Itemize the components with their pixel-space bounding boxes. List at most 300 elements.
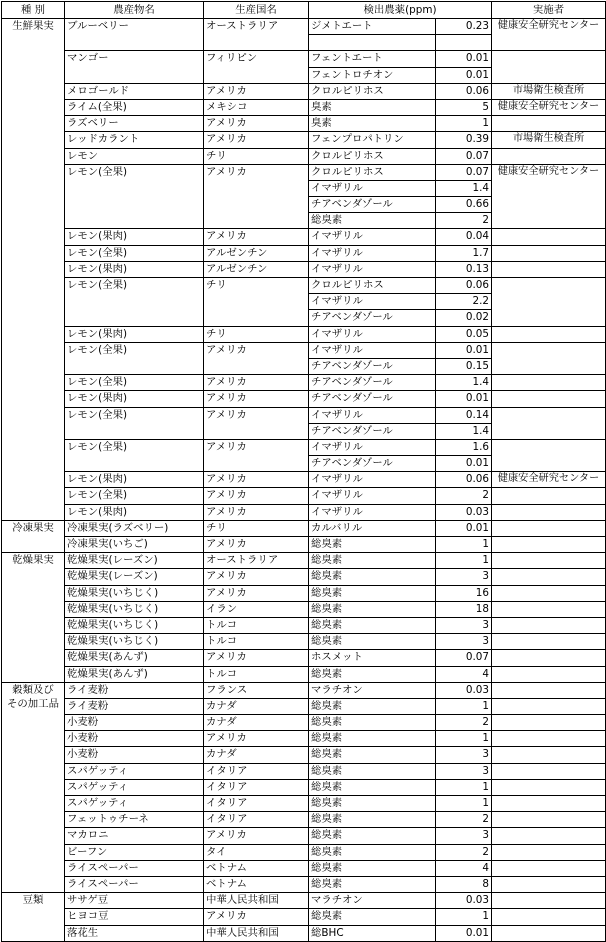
pesticide-name: 総臭素 (309, 909, 436, 925)
category-label: 生鮮果実 (2, 19, 65, 521)
organization (492, 617, 606, 633)
product-name: 乾燥果実(いちじく) (65, 585, 204, 601)
organization: 健康安全研究センター (492, 472, 606, 488)
pesticide-ppm: 5 (436, 99, 492, 115)
product-name: 乾燥果実(あんず) (65, 650, 204, 666)
pesticide-ppm: 1 (436, 731, 492, 747)
organization (492, 537, 606, 553)
pesticide-ppm: 0.05 (436, 326, 492, 342)
product-name: レモン(全果) (65, 439, 204, 471)
pesticide-name: 総臭素 (309, 876, 436, 892)
pesticide-ppm: 1 (436, 698, 492, 714)
country-name: トルコ (204, 634, 309, 650)
table-row (2, 634, 606, 650)
pesticide-name: イマザリル (309, 472, 436, 488)
pesticide-ppm: 0.66 (436, 197, 492, 213)
country-name: カナダ (204, 747, 309, 763)
pesticide-name: カルバリル (309, 520, 436, 536)
pesticide-ppm: 1.7 (436, 245, 492, 261)
pesticide-name: チアベンダゾール (309, 391, 436, 407)
organization (492, 893, 606, 909)
organization (492, 876, 606, 892)
pesticide-ppm: 1.4 (436, 180, 492, 196)
product-name: ライ麦粉 (65, 682, 204, 698)
table-row (2, 763, 606, 779)
product-name: マンゴー (65, 51, 204, 83)
header-category: 種 別 (2, 2, 65, 19)
table-row (2, 537, 606, 553)
pesticide-ppm: 1 (436, 116, 492, 132)
table-row (2, 796, 606, 812)
organization: 市場衛生検査所 (492, 132, 606, 148)
product-name: レモン(全果) (65, 488, 204, 504)
organization (492, 585, 606, 601)
country-name: オーストラリア (204, 553, 309, 569)
country-name: 中華人民共和国 (204, 893, 309, 909)
table-row (2, 569, 606, 585)
organization: 健康安全研究センター (492, 99, 606, 115)
organization (492, 407, 606, 439)
pesticide-ppm: 0.23 (436, 19, 492, 35)
table-row (2, 909, 606, 925)
table-row (2, 731, 606, 747)
header-row (2, 2, 606, 19)
pesticide-name: 総臭素 (309, 601, 436, 617)
product-name: レモン(全果) (65, 407, 204, 439)
product-name: ササゲ豆 (65, 893, 204, 909)
table-row (2, 893, 606, 909)
pesticide-ppm: 0.07 (436, 650, 492, 666)
pesticide-name: 総臭素 (309, 634, 436, 650)
organization (492, 342, 606, 374)
pesticide-name: イマザリル (309, 439, 436, 455)
pesticide-ppm: 0.03 (436, 504, 492, 520)
table-body (2, 19, 606, 942)
table-row (2, 391, 606, 407)
table-row (2, 342, 606, 358)
pesticide-ppm: 4 (436, 666, 492, 682)
country-name: アメリカ (204, 504, 309, 520)
country-name: アメリカ (204, 439, 309, 471)
table-row (2, 148, 606, 164)
pesticide-ppm: 0.07 (436, 148, 492, 164)
country-name: アメリカ (204, 407, 309, 439)
organization (492, 116, 606, 132)
pesticide-name: 臭素 (309, 116, 436, 132)
pesticide-ppm (436, 35, 492, 51)
pesticide-name: 総臭素 (309, 796, 436, 812)
pesticide-name: 総臭素 (309, 812, 436, 828)
pesticide-ppm: 0.14 (436, 407, 492, 423)
table-row (2, 375, 606, 391)
table-row (2, 245, 606, 261)
pesticide-ppm: 0.01 (436, 925, 492, 941)
table-row (2, 828, 606, 844)
organization (492, 860, 606, 876)
country-name: イタリア (204, 796, 309, 812)
pesticide-ppm: 0.03 (436, 682, 492, 698)
table-row (2, 261, 606, 277)
table-row (2, 164, 606, 180)
pesticide-ppm: 3 (436, 747, 492, 763)
table-row (2, 407, 606, 423)
table-row (2, 585, 606, 601)
pesticide-results-table (1, 1, 606, 942)
organization (492, 278, 606, 327)
country-name: アメリカ (204, 375, 309, 391)
organization (492, 601, 606, 617)
pesticide-ppm: 1.4 (436, 423, 492, 439)
country-name: チリ (204, 520, 309, 536)
country-name: イタリア (204, 812, 309, 828)
pesticide-name: 臭素 (309, 99, 436, 115)
product-name: レモン(全果) (65, 342, 204, 374)
product-name: レモン(果肉) (65, 472, 204, 488)
table-row (2, 504, 606, 520)
pesticide-name: イマザリル (309, 294, 436, 310)
pesticide-name: 総臭素 (309, 698, 436, 714)
table-row (2, 844, 606, 860)
organization (492, 634, 606, 650)
country-name: アメリカ (204, 650, 309, 666)
product-name: レモン(全果) (65, 278, 204, 327)
product-name: レモン(全果) (65, 245, 204, 261)
header-organization: 実施者 (492, 2, 606, 19)
organization (492, 666, 606, 682)
pesticide-name: イマザリル (309, 342, 436, 358)
pesticide-ppm: 3 (436, 634, 492, 650)
product-name: ライ麦粉 (65, 698, 204, 714)
pesticide-ppm: 0.01 (436, 391, 492, 407)
pesticide-name: 総臭素 (309, 617, 436, 633)
header-product: 農産物名 (65, 2, 204, 19)
product-name: 小麦粉 (65, 715, 204, 731)
product-name: ブルーベリー (65, 19, 204, 51)
table-row (2, 19, 606, 35)
pesticide-ppm: 2 (436, 844, 492, 860)
pesticide-name: 総臭素 (309, 585, 436, 601)
organization (492, 779, 606, 795)
pesticide-ppm: 1 (436, 537, 492, 553)
country-name: イタリア (204, 763, 309, 779)
organization (492, 828, 606, 844)
pesticide-ppm: 0.01 (436, 520, 492, 536)
country-name: アメリカ (204, 731, 309, 747)
organization (492, 682, 606, 698)
pesticide-name: 総臭素 (309, 666, 436, 682)
pesticide-name: イマザリル (309, 261, 436, 277)
category-label: 穀類及び その加工品 (2, 682, 65, 892)
product-name: レモン(全果) (65, 375, 204, 391)
pesticide-ppm: 0.06 (436, 278, 492, 294)
pesticide-name: 総臭素 (309, 715, 436, 731)
organization (492, 812, 606, 828)
organization (492, 553, 606, 569)
country-name: アメリカ (204, 342, 309, 374)
country-name: トルコ (204, 666, 309, 682)
pesticide-name: 総臭素 (309, 569, 436, 585)
pesticide-name: チアベンダゾール (309, 423, 436, 439)
table-row (2, 601, 606, 617)
organization (492, 520, 606, 536)
product-name: 乾燥果実(レーズン) (65, 553, 204, 569)
country-name: イタリア (204, 779, 309, 795)
organization: 健康安全研究センター (492, 19, 606, 51)
category-label: 乾燥果実 (2, 553, 65, 683)
organization (492, 844, 606, 860)
pesticide-name: クロルピリホス (309, 83, 436, 99)
pesticide-ppm: 2 (436, 812, 492, 828)
product-name: 乾燥果実(レーズン) (65, 569, 204, 585)
table-row (2, 876, 606, 892)
pesticide-ppm: 1.4 (436, 375, 492, 391)
organization (492, 488, 606, 504)
country-name: アメリカ (204, 488, 309, 504)
product-name: 冷凍果実(いちご) (65, 537, 204, 553)
pesticide-ppm: 2.2 (436, 294, 492, 310)
organization (492, 650, 606, 666)
organization (492, 391, 606, 407)
pesticide-ppm: 0.02 (436, 310, 492, 326)
table-row (2, 666, 606, 682)
pesticide-ppm: 1 (436, 909, 492, 925)
pesticide-name: チアベンダゾール (309, 456, 436, 472)
pesticide-name: チアベンダゾール (309, 197, 436, 213)
table-row (2, 520, 606, 536)
country-name: ベトナム (204, 860, 309, 876)
country-name: アメリカ (204, 116, 309, 132)
pesticide-ppm: 0.01 (436, 456, 492, 472)
table-row (2, 779, 606, 795)
product-name: スパゲッティ (65, 763, 204, 779)
pesticide-name: ジメトエート (309, 19, 436, 35)
table-row (2, 99, 606, 115)
header-country: 生産国名 (204, 2, 309, 19)
organization (492, 504, 606, 520)
table-row (2, 860, 606, 876)
product-name: レモン(果肉) (65, 391, 204, 407)
country-name: カナダ (204, 698, 309, 714)
table-row (2, 229, 606, 245)
organization (492, 439, 606, 471)
pesticide-name: フェンプロパトリン (309, 132, 436, 148)
pesticide-name: マラチオン (309, 893, 436, 909)
organization (492, 747, 606, 763)
table-row (2, 812, 606, 828)
pesticide-ppm: 1 (436, 553, 492, 569)
country-name: チリ (204, 326, 309, 342)
country-name: アルゼンチン (204, 261, 309, 277)
pesticide-name: 総臭素 (309, 747, 436, 763)
pesticide-name (309, 35, 436, 51)
product-name: 乾燥果実(いちじく) (65, 601, 204, 617)
country-name: メキシコ (204, 99, 309, 115)
pesticide-ppm: 0.01 (436, 67, 492, 83)
pesticide-ppm: 0.01 (436, 342, 492, 358)
country-name: アメリカ (204, 164, 309, 229)
table-row (2, 682, 606, 698)
pesticide-ppm: 0.13 (436, 261, 492, 277)
organization (492, 796, 606, 812)
pesticide-name: 総臭素 (309, 213, 436, 229)
country-name: フィリピン (204, 51, 309, 83)
pesticide-ppm: 0.15 (436, 358, 492, 374)
organization (492, 229, 606, 245)
product-name: レモン(全果) (65, 164, 204, 229)
country-name: イラン (204, 601, 309, 617)
pesticide-ppm: 0.07 (436, 164, 492, 180)
country-name: フランス (204, 682, 309, 698)
product-name: マカロニ (65, 828, 204, 844)
category-label: 冷凍果実 (2, 520, 65, 552)
pesticide-ppm: 3 (436, 763, 492, 779)
country-name: アメリカ (204, 585, 309, 601)
pesticide-ppm: 1 (436, 796, 492, 812)
pesticide-ppm: 2 (436, 488, 492, 504)
table-row (2, 51, 606, 67)
country-name: アメリカ (204, 569, 309, 585)
product-name: レモン (65, 148, 204, 164)
pesticide-ppm: 0.06 (436, 83, 492, 99)
country-name: アメリカ (204, 132, 309, 148)
pesticide-ppm: 0.04 (436, 229, 492, 245)
pesticide-name: フェントロチオン (309, 67, 436, 83)
pesticide-name: 総臭素 (309, 860, 436, 876)
product-name: スパゲッティ (65, 796, 204, 812)
pesticide-name: チアベンダゾール (309, 375, 436, 391)
product-name: レッドカラント (65, 132, 204, 148)
pesticide-name: 総臭素 (309, 553, 436, 569)
country-name: ベトナム (204, 876, 309, 892)
country-name: アメリカ (204, 229, 309, 245)
table-row (2, 132, 606, 148)
organization: 市場衛生検査所 (492, 83, 606, 99)
pesticide-name: チアベンダゾール (309, 358, 436, 374)
table-row (2, 715, 606, 731)
pesticide-name: イマザリル (309, 229, 436, 245)
product-name: ラズベリー (65, 116, 204, 132)
table-row (2, 116, 606, 132)
pesticide-name: 総BHC (309, 925, 436, 941)
country-name: アルゼンチン (204, 245, 309, 261)
organization (492, 51, 606, 83)
pesticide-ppm: 3 (436, 617, 492, 633)
country-name: オーストラリア (204, 19, 309, 51)
pesticide-ppm: 8 (436, 876, 492, 892)
product-name: 小麦粉 (65, 747, 204, 763)
table-row (2, 326, 606, 342)
pesticide-name: クロルピリホス (309, 164, 436, 180)
product-name: 乾燥果実(あんず) (65, 666, 204, 682)
pesticide-name: チアベンダゾール (309, 310, 436, 326)
pesticide-name: クロルピリホス (309, 148, 436, 164)
product-name: メロゴールド (65, 83, 204, 99)
organization (492, 715, 606, 731)
pesticide-name: イマザリル (309, 326, 436, 342)
country-name: アメリカ (204, 391, 309, 407)
pesticide-name: イマザリル (309, 504, 436, 520)
pesticide-name: 総臭素 (309, 537, 436, 553)
organization (492, 698, 606, 714)
product-name: ヒヨコ豆 (65, 909, 204, 925)
country-name: アメリカ (204, 909, 309, 925)
country-name: アメリカ (204, 537, 309, 553)
pesticide-name: ホスメット (309, 650, 436, 666)
product-name: 乾燥果実(いちじく) (65, 617, 204, 633)
product-name: 小麦粉 (65, 731, 204, 747)
product-name: レモン(果肉) (65, 261, 204, 277)
pesticide-ppm: 3 (436, 569, 492, 585)
pesticide-ppm: 16 (436, 585, 492, 601)
pesticide-name: イマザリル (309, 245, 436, 261)
pesticide-ppm: 1 (436, 779, 492, 795)
pesticide-name: クロルピリホス (309, 278, 436, 294)
pesticide-ppm: 3 (436, 828, 492, 844)
pesticide-ppm: 1.6 (436, 439, 492, 455)
table-row (2, 439, 606, 455)
pesticide-name: マラチオン (309, 682, 436, 698)
pesticide-name: フェントエート (309, 51, 436, 67)
product-name: レモン(果肉) (65, 229, 204, 245)
country-name: チリ (204, 278, 309, 327)
category-label: 豆類 (2, 893, 65, 942)
table-row (2, 488, 606, 504)
product-name: 冷凍果実(ラズベリー) (65, 520, 204, 536)
pesticide-ppm: 18 (436, 601, 492, 617)
country-name: アメリカ (204, 83, 309, 99)
table-row (2, 83, 606, 99)
pesticide-name: イマザリル (309, 180, 436, 196)
country-name: カナダ (204, 715, 309, 731)
organization (492, 763, 606, 779)
pesticide-name: 総臭素 (309, 828, 436, 844)
product-name: 乾燥果実(いちじく) (65, 634, 204, 650)
organization (492, 261, 606, 277)
organization (492, 569, 606, 585)
pesticide-ppm: 0.06 (436, 472, 492, 488)
product-name: フェットゥチーネ (65, 812, 204, 828)
pesticide-ppm: 0.01 (436, 51, 492, 67)
organization: 健康安全研究センター (492, 164, 606, 229)
organization (492, 326, 606, 342)
header-pesticide: 検出農薬(ppm) (309, 2, 492, 19)
table-row (2, 472, 606, 488)
product-name: レモン(果肉) (65, 504, 204, 520)
pesticide-ppm: 2 (436, 213, 492, 229)
organization (492, 731, 606, 747)
table-row (2, 617, 606, 633)
pesticide-ppm: 0.39 (436, 132, 492, 148)
country-name: チリ (204, 148, 309, 164)
country-name: アメリカ (204, 828, 309, 844)
table-row (2, 553, 606, 569)
product-name: ライスペーパー (65, 860, 204, 876)
pesticide-name: 総臭素 (309, 763, 436, 779)
pesticide-ppm: 2 (436, 715, 492, 731)
organization (492, 909, 606, 925)
product-name: 落花生 (65, 925, 204, 941)
pesticide-name: 総臭素 (309, 731, 436, 747)
table-row (2, 278, 606, 294)
pesticide-name: 総臭素 (309, 844, 436, 860)
product-name: ライム(全果) (65, 99, 204, 115)
country-name: タイ (204, 844, 309, 860)
country-name: トルコ (204, 617, 309, 633)
country-name: アメリカ (204, 472, 309, 488)
pesticide-ppm: 4 (436, 860, 492, 876)
organization (492, 148, 606, 164)
product-name: レモン(果肉) (65, 326, 204, 342)
